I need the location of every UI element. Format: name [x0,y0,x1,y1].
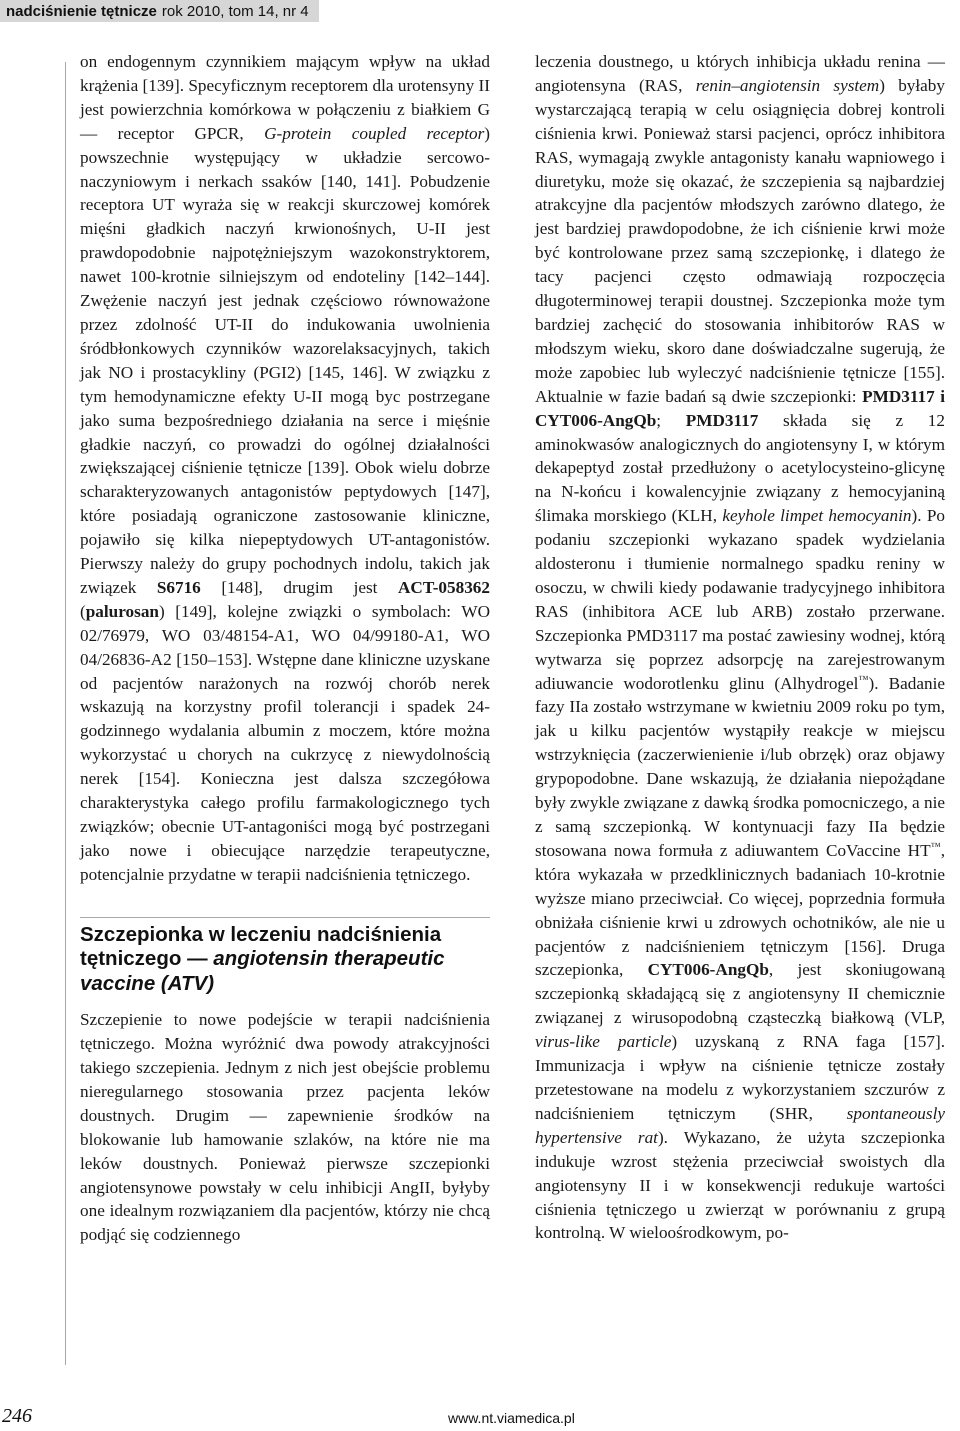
right-column [535,50,945,1245]
footer-url: www.nt.viamedica.pl [448,1410,575,1426]
text-run: ). Badanie fazy IIa zostało wstrzymane w kwietniu 2009 roku po tym, jak u kilku pacjentów wystąpiły reakcje w miejscu wstrzyknięcia (zaczerwienienie i/lub obrzęk) oraz objawy grypopodobne. Dane wskazują, że działania niepożądane były zwykle związane z dawką środka pomocniczego, a nie z samą szczepionką. W kontynuacji fazy IIa będzie stosowana nowa formuła z adiuwantem CoVaccine HT [535,673,945,860]
paragraph-vaccines [535,50,945,1245]
margin-rule [65,62,66,1365]
text-run: [148], drugim jest [200,577,398,597]
bold-term: palurosan [85,601,159,621]
italic-term: renin–angiotensin system [695,75,880,95]
section-heading-vaccine [80,923,490,997]
heading-italic-text: angiotensin therapeutic vaccine (ATV) [80,947,445,995]
text-run: , która wykazała w przedklinicznych badaniach 10-krotnie wyższe miano przeciwciał. Co więcej, poprzednia formuła obniżała ciśnienie krwi u zdrowych ochotników, ale nie u pacjentów z nadciśnieniem tętniczym [156]. Druga szczepionka, [535,840,945,980]
bold-term: PMD3117 [685,410,759,430]
text-run: , jest skoniugowaną szczepionką składającą się z angiotensyny II chemicznie związanej z wirusopodobną cząsteczką białkową (VLP, [535,960,945,1028]
paragraph-urotensin [80,50,490,887]
italic-term: spontaneously hypertensive rat [535,1103,945,1147]
text-run: leczenia doustnego, u których inhibicja układu renina — angiotensyna (RAS, [535,52,945,95]
text-run: Szczepienie to nowe podejście w terapii nadciśnienia tętniczego. Można wyróżnić dwa powody atrakcyjności takiego szczepienia. Jednym z nich jest obejście problemu nieregularnego stosowania przez pacjenta leków doustnych. Drugim — zapewnienie środków na blokowanie lub hamowanie szlaków, na które nie ma leków doustnych. Ponieważ pierwsze szczepionki angiotensynowe powstały w celu inhibicji AngII, byłyby one idealnym rozwiązaniem dla pacjentów, którzy nie chcą podjąć się codziennego [80,1010,490,1245]
superscript: ™ [858,673,869,685]
text-run: ). Wykazano, że użyta szczepionka indukuje wzrost stężenia przeciwciał swoistych dla angiotensyny II i w konsekwencji redukuje wartości ciśnienia tętniczego u zwierząt w porównaniu z grupą kontrolną. W wieloośrodkowym, po- [535,1127,945,1243]
bold-term: PMD3117 i CYT006-AngQb [535,386,945,430]
text-run: składa się z 12 aminokwasów analogicznych do angiotensyny I, w którym dekapeptyd został przedłużony o acetylocysteino-glicynę na N-końcu i kowalencyjnie związany z hemocyjaniną ślimaka morskiego (KLH, [535,410,945,526]
text-run: ) byłaby wystarczającą terapią w celu osiągnięcia dobrej kontroli ciśnienia krwi. Ponieważ starsi pacjenci, oprócz inhibitora RAS, wymagają zwykle antagonisty kanału wapniowego i diuretyku, może się okazać, że szczepienia są najbardziej atrakcyjne dla pacjentów młodszych zarówno dlatego, że jest bardziej prawdopodobne, że ich ciśnienie krwi może być kontrolowane przez samą szczepionkę, i dlatego że tacy pacjenci często odmawiają rozpoczęcia długoterminowej terapii doustnej. Szczepionka może tym bardziej zachęcić do stosowania inhibitorów RAS w młodszym wieku, skoro dane doświadczalne sugerują, że może zapobiec lub wyleczyć nadciśnienie tętnicze [155]. Aktualnie w fazie badań są dwie szczepionki: [535,75,945,406]
superscript: ™ [930,841,941,853]
italic-term: keyhole limpet hemocyanin [722,506,912,526]
section-divider [80,917,490,918]
bold-term: ACT-058362 [398,577,490,597]
text-run: ) powszechnie występujący w układzie sercowo-naczyniowym i nerkach ssaków [140, 141]. Pobudzenie receptora UT wyraża się w reakcji skurczowej komórek mięśni gładkich naczyń krwionośnych, U-II jest prawdopodobnie najpotężniejszym wazokonstryktorem, nawet 100-krotnie silniejszym od endoteliny [142–144]. Zwężenie naczyń jest jednak częściowo równoważone przez zdolność UT-II do indukowania uwolnienia śródbłonkowych czynników wazorelaksacyjnych, takich jak NO i prostacykliny (PGI2) [145, 146]. W związku z tym hemodynamiczne efekty U-II mogą byc postrzegane jako suma bezpośredniego działania na serce i mięśnie gładkie naczyń, co prowadzi do ogólnej działalności zwiększającej ciśnienie tętnicze [139]. Obok wielu dobrze scharakteryzowanych antagonistów peptydowych [147], które posiadają ograniczone zastosowanie kliniczne, pojawiło się kilka niepeptydowych UT-antagonistów. Pierwszy należy do grupy pochodnych indolu, takich jak związek [80,123,490,597]
text-run: ) [149], kolejne związki o symbolach: WO 02/76979, WO 03/48154-A1, WO 04/99180-A1, WO 04/26836-A2 [150–153]. Wstępne dane kliniczne uzyskane od pacjentów narażonych na rozwój chorób nerek wskazują na korzystny profil tolerancji i spadek 24-godzinnego wydalania albumin z moczem, które można wykorzystać u chorych na cukrzycę z niewydolnością nerek [154]. Konieczna jest dalsza szczegółowa charakterystyka całego profilu farmakologicznego tych związków; obecnie UT-antagoniści mogą być postrzegani jako nowe i obiecujące narzędzie terapeutyczne, potencjalnie przydatne w terapii nadciśnienia tętniczego. [80,601,490,884]
heading-text: Szczepionka w leczeniu nadciśnienia tętniczego — [80,922,442,971]
page-number: 246 [2,1405,32,1427]
issue-info: rok 2010, tom 14, nr 4 [161,2,309,20]
journal-title: nadciśnienie tętnicze [6,2,157,20]
paragraph-vaccination [80,1008,490,1247]
text-run: ) uzyskaną z RNA faga [157]. Immunizacja i wpływ na ciśnienie tętnicze zostały przetestowane na modelu z wykorzystaniem szczurów z nadciśnieniem tętniczym (SHR, [535,1032,945,1123]
text-run: ; [656,410,686,430]
text-run: on endogennym czynnikiem mającym wpływ na układ krążenia [139]. Specyficznym receptorem dla urotensyny II jest powierzchnia komórkowa w połączeniu z białkiem G — receptor GPCR, [80,52,490,143]
bold-term: CYT006-AngQb [647,960,769,980]
bold-term: S6716 [156,577,201,597]
italic-term: virus-like particle [535,1032,672,1052]
running-header [0,0,319,22]
text-run: ( [80,601,86,621]
italic-term: G-protein coupled receptor [264,123,485,143]
text-run: ). Po podaniu szczepionki wykazano spadek wydzielania aldosteronu i tłumienie normalnego spadku reniny w osoczu, w chwili kiedy podawanie tradycyjnego inhibitora RAS (inhibitora ACE lub ARB) zostało przerwane. Szczepionka PMD3117 ma postać zawiesiny wodnej, którą wytwarza się poprzez adsorpcję na zarejestrowanym adiuwancie wodorotlenku glinu (Alhydrogel [535,506,945,693]
left-column [80,50,490,1247]
